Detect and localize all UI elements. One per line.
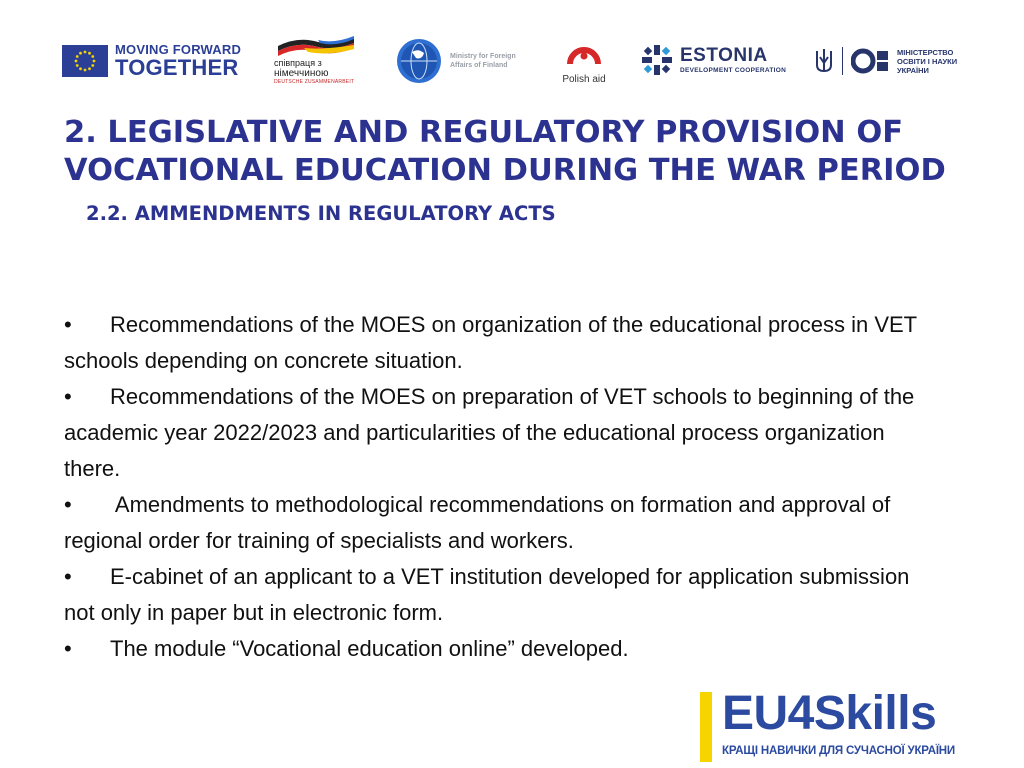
bullet: • <box>64 636 72 661</box>
mon-line1: МІНІСТЕРСТВО <box>897 47 954 57</box>
bullet: • <box>64 564 72 589</box>
list-item-text: Recommendations of the MOES on organization of the educational process in VET schools depending on concrete situation. <box>64 312 917 373</box>
list-item <box>64 307 934 379</box>
list-item <box>64 559 934 631</box>
mon-logo-icon <box>851 48 891 74</box>
slide-title: 2. LEGISLATIVE AND REGULATORY PROVISION OF VOCATIONAL EDUCATION DURING THE WAR PERIOD <box>64 115 946 188</box>
estonia-mark-icon <box>640 43 674 77</box>
giz-line2: німеччиною <box>274 68 329 79</box>
giz-line3: DEUTSCHE ZUSAMMENARBEIT <box>274 79 355 85</box>
german-cooperation-logo <box>274 36 366 88</box>
germany-ukraine-flag-icon <box>274 36 358 58</box>
polish-aid-icon <box>564 38 604 68</box>
mon-line2: ОСВІТИ І НАУКИ <box>897 56 958 66</box>
together-text: TOGETHER <box>115 55 239 80</box>
finland-globe-icon <box>396 38 442 84</box>
moving-forward-together-logo <box>62 44 241 78</box>
mon-line3: УКРАЇНИ <box>897 65 929 75</box>
moving-forward-text: MOVING FORWARD <box>115 42 242 57</box>
polish-aid-text: Polish aid <box>562 74 606 85</box>
development-cooperation-text: DEVELOPMENT COOPERATION <box>680 66 787 74</box>
list-item-text: E-cabinet of an applicant to a VET institution developed for application submission not only in paper but in electronic form. <box>64 564 910 625</box>
eu4skills-title: EU4Skills <box>722 687 937 740</box>
list-item-text: Recommendations of the MOES on preparation of VET schools to beginning of the academic year 2022/2023 and particularities of the educational process organization there. <box>64 384 915 481</box>
polish-aid-logo <box>556 38 612 88</box>
bullet: • <box>64 492 72 517</box>
ministry-of-education-logo <box>814 44 957 78</box>
list-item <box>64 487 934 559</box>
bullet-list <box>64 307 934 667</box>
eu4skills-logo <box>700 687 990 764</box>
finland-ministry-line2: Affairs of Finland <box>450 62 508 69</box>
bullet: • <box>64 312 72 337</box>
bullet: • <box>64 384 72 409</box>
finland-ministry-line1: Ministry for Foreign <box>450 53 516 60</box>
list-item <box>64 379 934 487</box>
list-item-text: Amendments to methodological recommendations on formation and approval of regional order for training of specialists and workers. <box>64 492 897 553</box>
ukraine-trident-icon <box>814 47 834 75</box>
list-item-text: The module “Vocational education online” developed. <box>110 636 629 661</box>
eu4skills-tagline: КРАЩІ НАВИЧКИ ДЛЯ СУЧАСНОЇ УКРАЇНИ <box>722 745 955 757</box>
finland-ministry-logo <box>396 38 516 84</box>
slide-subtitle: 2.2. AMMENDMENTS IN REGULATORY ACTS <box>86 202 556 225</box>
eu-flag-icon <box>62 45 108 77</box>
list-item <box>64 631 934 667</box>
eu4skills-yellow-bar <box>700 692 712 762</box>
estonia-cooperation-logo <box>640 42 786 78</box>
giz-line1: співпраця з <box>274 58 322 68</box>
estonia-text: ESTONIA <box>680 44 768 66</box>
divider <box>842 47 843 75</box>
